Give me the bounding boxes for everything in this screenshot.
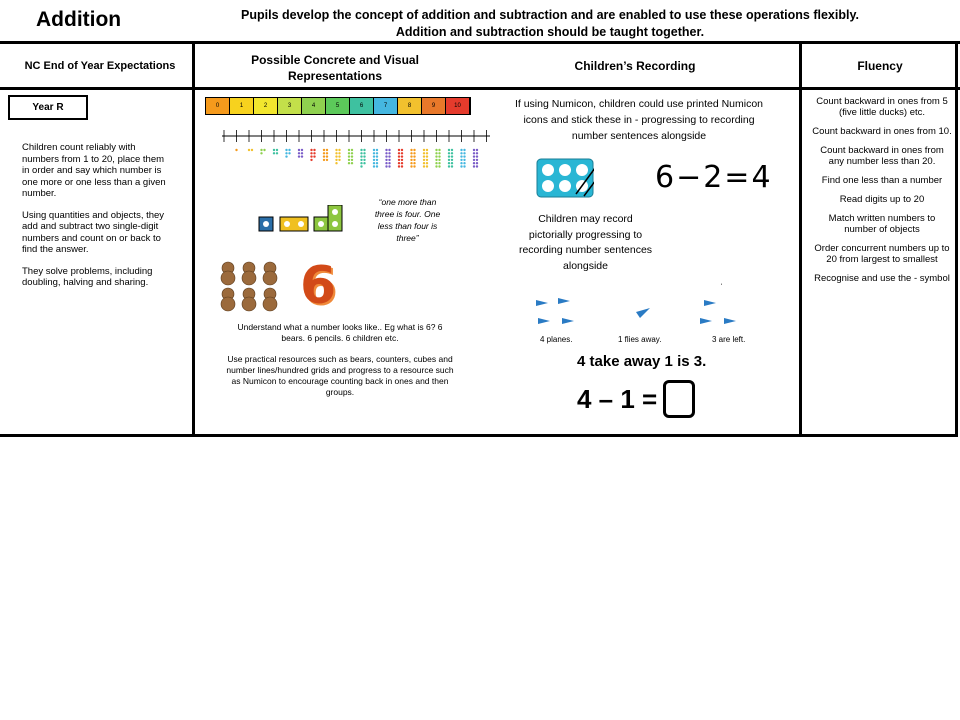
recording-note: Children may record pictorially progressing to recording number sentences alongside	[518, 213, 653, 272]
year-label: Year R	[8, 95, 88, 120]
numicon-six-image	[536, 158, 594, 198]
nc-paragraph: Children count reliably with numbers from 1 to 20, place them in order and say which number is one more or one less than a given number.	[22, 142, 166, 199]
fluency-list	[812, 96, 952, 292]
concrete-note: Use practical resources such as bears, counters, cubes and number lines/hundred grids and progress to a resource such as Numicon to encourage counting back in ones and then groups.	[226, 354, 454, 397]
six-numeral: 6	[300, 256, 337, 316]
number-line-cell: 4	[302, 98, 326, 114]
header-concrete: Possible Concrete and Visual Representations	[251, 53, 419, 83]
takeaway-sentence: 4 take away 1 is 3.	[577, 353, 707, 370]
concrete-note: Understand what a number looks like.. Eg what is 6? 6 bears. 6 pencils. 6 children etc.	[237, 322, 443, 343]
col-divider-3	[955, 41, 958, 437]
stray-mark: ˈ	[720, 282, 723, 292]
col-divider-1	[192, 41, 195, 437]
fluency-item: Order concurrent numbers up to 20 from largest to smallest	[814, 243, 950, 265]
nc-paragraph: Using quantities and objects, they add and subtract two single-digit numbers and count on or back to find the answer.	[22, 209, 165, 255]
intro-text	[190, 7, 910, 41]
fluency-item: Read digits up to 20	[839, 194, 925, 205]
number-line-cell: 10	[446, 98, 470, 114]
number-line-strip	[205, 97, 471, 115]
number-line-cell: 5	[326, 98, 350, 114]
number-line-cell: 1	[230, 98, 254, 114]
fluency-item: Find one less than a number	[821, 175, 943, 186]
fluency-item: Match written numbers to number of objects	[828, 213, 936, 235]
handwritten-sentence: 6−2=4	[655, 160, 773, 195]
number-line-cell: 6	[350, 98, 374, 114]
number-line-with-counters	[222, 128, 490, 188]
header-bottom-rule	[0, 87, 960, 90]
one-more-quote: “one more than three is four. One less than four is three”	[374, 197, 441, 243]
bird-caption: 3 are left.	[712, 335, 746, 344]
intro-line-1: Pupils develop the concept of addition and subtraction and are enabled to use these operations flexibly.	[241, 8, 859, 22]
answer-box	[663, 380, 695, 418]
number-line-cell: 0	[206, 98, 230, 114]
number-sentence	[577, 380, 695, 418]
number-line-cell: 2	[254, 98, 278, 114]
fluency-item: Count backward in ones from 5 (five little ducks) etc.	[816, 96, 948, 118]
page-title: Addition	[36, 8, 122, 31]
fluency-item: Count backward in ones from any number less than 20.	[820, 145, 944, 167]
number-line-cell: 8	[398, 98, 422, 114]
teddy-bears-image	[218, 260, 284, 314]
table-bottom-rule	[0, 434, 958, 437]
col-divider-2	[799, 41, 802, 437]
intro-line-2: Addition and subtraction should be taught together.	[395, 25, 705, 39]
numicon-shapes-image	[258, 205, 348, 235]
number-line-cell: 9	[422, 98, 446, 114]
number-line-cell: 3	[278, 98, 302, 114]
header-recording: Children’s Recording	[574, 59, 696, 73]
bird-caption: 1 flies away.	[618, 335, 662, 344]
header-top-rule	[0, 41, 960, 44]
bird-caption: 4 planes.	[540, 335, 573, 344]
number-line-cell: 7	[374, 98, 398, 114]
nc-paragraph: They solve problems, including doubling, halving and sharing.	[22, 265, 153, 288]
sum-expression: 4 – 1 =	[577, 383, 658, 414]
fluency-item: Recognise and use the - symbol	[814, 273, 950, 284]
header-fluency: Fluency	[857, 59, 903, 73]
recording-note: If using Numicon, children could use printed Numicon icons and stick these in - progressing to recording number sentences alongside	[514, 98, 764, 142]
fluency-item: Count backward in ones from 10.	[812, 126, 952, 137]
nc-expectations	[22, 142, 172, 299]
header-nc: NC End of Year Expectations	[24, 60, 176, 72]
